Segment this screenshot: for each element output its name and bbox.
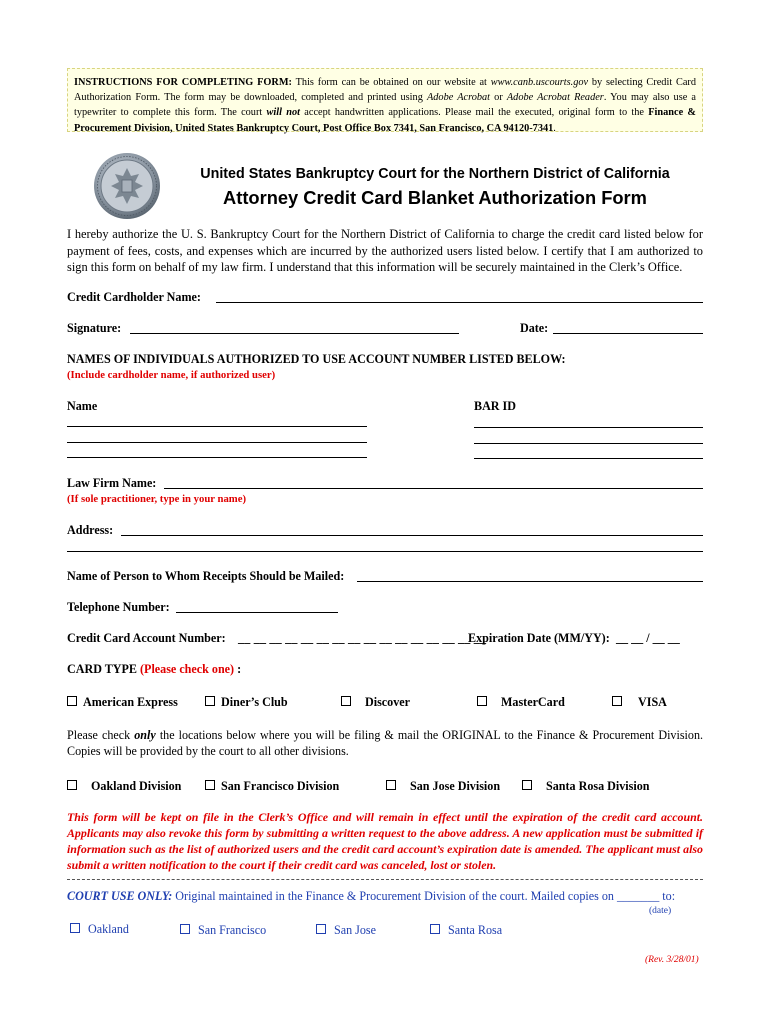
court-option-santa-rosa[interactable] xyxy=(430,923,502,938)
law-firm-label: Law Firm Name: xyxy=(67,476,157,490)
locations-instructions xyxy=(67,727,703,759)
app-name: Adobe Acrobat Reader xyxy=(506,92,604,104)
law-firm-note: (If sole practitioner, type in your name) xyxy=(67,493,246,505)
card-type-label: CARD TYPE xyxy=(67,662,137,676)
checkbox-icon[interactable] xyxy=(522,780,532,790)
address-field[interactable] xyxy=(121,535,703,536)
checkbox-icon[interactable] xyxy=(205,696,215,706)
barid-field[interactable] xyxy=(474,443,703,444)
instructions-text: . xyxy=(553,122,556,134)
cardholder-field[interactable] xyxy=(216,302,703,303)
instructions-text: . You may also use a typewriter to complete this form. The court xyxy=(74,92,696,119)
checkbox-icon[interactable] xyxy=(67,780,77,790)
authorized-names-note: (Include cardholder name, if authorized user) xyxy=(67,369,276,381)
authorized-name-field[interactable] xyxy=(67,442,367,443)
authorized-names-heading: NAMES OF INDIVIDUALS AUTHORIZED TO USE ACCOUNT NUMBER LISTED BELOW: xyxy=(67,352,566,366)
court-option-label: Oakland xyxy=(88,922,129,936)
date-label: Date: xyxy=(520,321,549,335)
court-use-text: Original maintained in the Finance & Procurement Division of the court. Mailed copies on _______ to: xyxy=(172,889,676,903)
authorization-statement: I hereby authorize the U. S. Bankruptcy Court for the Northern District of California to charge the credit card listed below for payment of fees, costs, and expenses which are incurred by the authorized users listed below. I certify that I am authorized to sign this form on behalf of my law firm. I understand that this information will be securely maintained in the Clerk’s Office. xyxy=(67,227,703,274)
location-option-label: Oakland Division xyxy=(91,779,182,793)
receipts-field[interactable] xyxy=(357,581,703,582)
date-note: (date) xyxy=(649,906,672,916)
account-number-label: Credit Card Account Number: xyxy=(67,631,226,645)
divider xyxy=(67,879,703,880)
court-option-oakland[interactable] xyxy=(70,922,129,937)
instructions-box xyxy=(67,68,703,132)
website-link[interactable]: www.canb.uscourts.gov xyxy=(490,77,589,88)
checkbox-icon[interactable] xyxy=(180,924,190,934)
cardholder-label: Credit Cardholder Name: xyxy=(67,290,201,304)
card-option-label: Discover xyxy=(365,695,410,709)
checkbox-icon[interactable] xyxy=(430,924,440,934)
name-column-label: Name xyxy=(67,399,98,413)
card-option-label: VISA xyxy=(638,695,667,709)
card-type-colon: : xyxy=(234,662,242,676)
card-option-visa[interactable] xyxy=(612,695,667,710)
court-use-label: COURT USE ONLY: xyxy=(67,889,173,903)
locations-text: the locations below where you will be filing & mail the ORIGINAL to the Finance & Procurement Division. Copies will be provided by the court to all other divisions. xyxy=(67,728,704,758)
only-emphasis: only xyxy=(134,728,156,742)
card-option-label: MasterCard xyxy=(501,695,565,709)
instructions-text: accept handwritten applications. Please mail the executed, original form to the xyxy=(300,107,649,119)
telephone-field[interactable] xyxy=(176,612,338,613)
location-option-santa-rosa[interactable] xyxy=(522,779,650,794)
revision-date: (Rev. 3/28/01) xyxy=(645,955,699,965)
checkbox-icon[interactable] xyxy=(316,924,326,934)
form-title: Attorney Credit Card Blanket Authorization Form xyxy=(223,187,647,208)
court-use-line xyxy=(67,889,675,904)
location-option-san-francisco[interactable] xyxy=(205,779,339,794)
authorized-name-field[interactable] xyxy=(67,457,367,458)
location-option-label: Santa Rosa Division xyxy=(546,779,650,793)
app-name: Adobe Acrobat xyxy=(426,92,491,104)
barid-column-label: BAR ID xyxy=(474,399,516,413)
date-field[interactable] xyxy=(553,333,703,334)
court-seal-icon xyxy=(93,152,161,220)
court-option-san-jose[interactable] xyxy=(316,923,376,938)
checkbox-icon[interactable] xyxy=(341,696,351,706)
court-option-label: San Jose xyxy=(334,923,376,937)
mailing-address: Finance & Procurement Division, United States Bankruptcy Court, Post Office Box 7341, San Francisco, CA 94120-7341 xyxy=(74,107,697,134)
card-option-amex[interactable] xyxy=(67,695,178,710)
signature-field[interactable] xyxy=(130,333,459,334)
location-option-oakland[interactable] xyxy=(67,779,181,794)
address-field-line2[interactable] xyxy=(67,551,703,552)
card-type-note: (Please check one) xyxy=(140,662,235,676)
card-type-heading xyxy=(67,662,241,677)
instructions-text: or xyxy=(490,92,507,104)
expiration-label: Expiration Date (MM/YY): xyxy=(468,631,610,645)
receipts-label: Name of Person to Whom Receipts Should be Mailed: xyxy=(67,569,345,583)
court-option-label: San Francisco xyxy=(198,923,267,937)
checkbox-icon[interactable] xyxy=(477,696,487,706)
instructions-text: This form can be obtained on our website at xyxy=(292,77,491,88)
card-option-label: Diner’s Club xyxy=(221,695,288,709)
instructions-lead: INSTRUCTIONS FOR COMPLETING FORM: xyxy=(74,77,292,88)
checkbox-icon[interactable] xyxy=(205,780,215,790)
card-option-discover[interactable] xyxy=(341,695,410,710)
policy-notice: This form will be kept on file in the Clerk’s Office and will remain in effect until the expiration of the credit card account. Applicants may also revoke this form by submitting a written request to the above address. A new application must be submitted if information such as the list of authorized users and the credit card account’s expiration date is amended. The applicant must also submit a written notification to the court if their credit card was canceled, lost or stolen. xyxy=(67,810,703,872)
law-firm-field[interactable] xyxy=(164,488,703,489)
locations-text: Please check xyxy=(67,728,135,742)
will-not-emphasis: will not xyxy=(266,107,301,119)
account-number-field[interactable]: __ __ __ __ __ __ __ __ __ __ __ __ __ __ __ __ xyxy=(238,631,487,645)
location-option-label: San Jose Division xyxy=(410,779,501,793)
court-name: United States Bankruptcy Court for the Northern District of California xyxy=(200,166,670,182)
court-option-label: Santa Rosa xyxy=(448,923,503,937)
telephone-label: Telephone Number: xyxy=(67,600,170,614)
authorized-name-field[interactable] xyxy=(67,426,367,427)
card-option-label: American Express xyxy=(83,695,178,709)
checkbox-icon[interactable] xyxy=(612,696,622,706)
address-label: Address: xyxy=(67,523,114,537)
instructions-text: by selecting Credit Card Authorization Form. The form may be downloaded, completed and printed using xyxy=(74,77,697,104)
checkbox-icon[interactable] xyxy=(70,923,80,933)
card-option-diners[interactable] xyxy=(205,695,288,710)
checkbox-icon[interactable] xyxy=(386,780,396,790)
court-option-san-francisco[interactable] xyxy=(180,923,266,938)
location-option-san-jose[interactable] xyxy=(386,779,500,794)
card-option-mastercard[interactable] xyxy=(477,695,565,710)
checkbox-icon[interactable] xyxy=(67,696,77,706)
barid-field[interactable] xyxy=(474,458,703,459)
expiration-field[interactable]: __ __ / __ __ xyxy=(616,631,680,645)
signature-label: Signature: xyxy=(67,321,122,335)
barid-field[interactable] xyxy=(474,427,703,428)
location-option-label: San Francisco Division xyxy=(221,779,340,793)
